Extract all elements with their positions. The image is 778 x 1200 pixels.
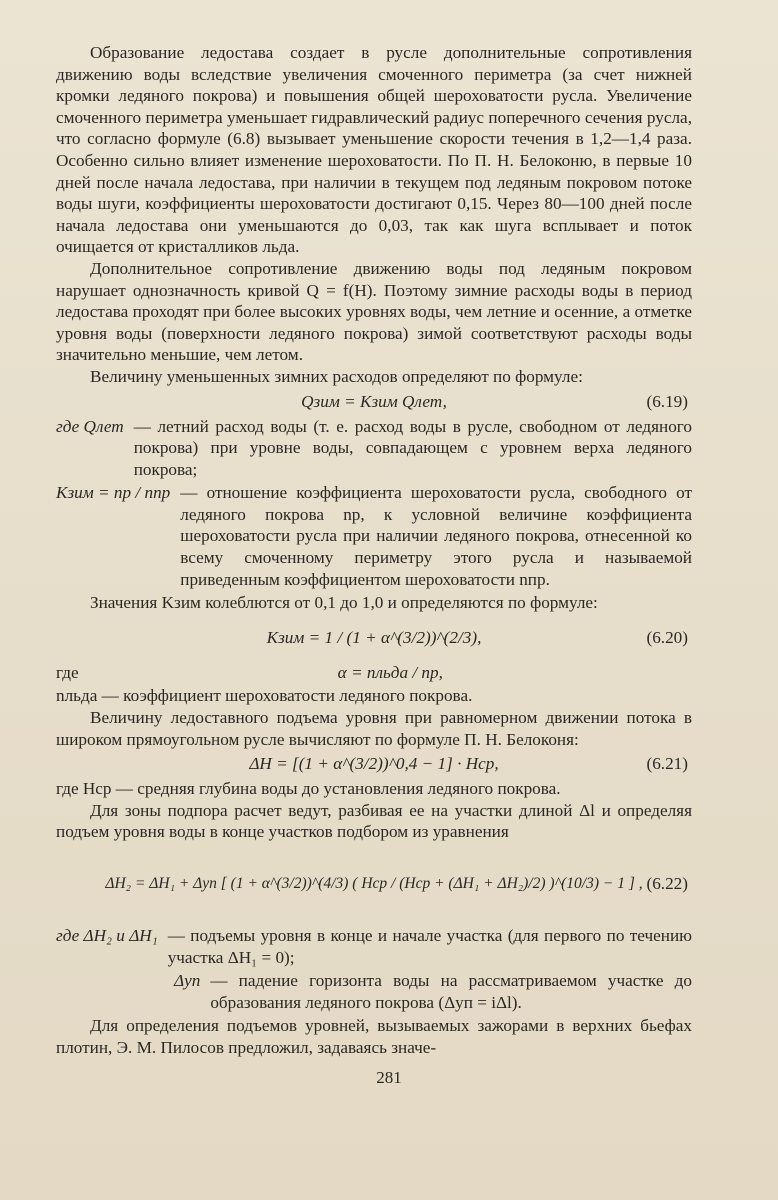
definition-q-summer-term: где Qлет (56, 416, 124, 436)
page-number: 281 (376, 1068, 402, 1087)
paragraph-discharge-curve: Дополнительное сопротивление движению воды под ледяным покровом нарушает однозначность кривой Q = f(H). Поэтому зимние расходы воды в период ледостава проходят при более высоких уровнях воды, чем летние и осенние, а отметке уровня воды (поверхности ледяного покрова) зимой соответствуют расходы воды значительно меньшие, чем летом. (56, 258, 692, 365)
formula-6-22 (56, 845, 692, 923)
definition-delta-h (56, 925, 692, 968)
definition-n-ice: nльда — коэффициент шероховатости ледяного покрова. (56, 686, 473, 706)
formula-6-22-number: (6.22) (646, 874, 688, 893)
formula-alpha: α = nльда / nр, (337, 662, 443, 682)
formula-6-21-number: (6.21) (646, 754, 688, 774)
formula-6-20-number: (6.20) (646, 627, 688, 647)
definition-h-mean: где Hср — средняя глубина воды до установления ледяного покрова. (56, 779, 561, 799)
formula-6-19 (56, 390, 692, 414)
definition-delta-y-term: Δyп (174, 971, 201, 991)
definition-k-winter (56, 482, 692, 590)
definition-k-winter-text: — отношение коэффициента шероховатости русла, свободного от ледяного покрова nр, к условной величине коэффициента шероховатости русла при наличии ледяного покрова, отнесенной ко всему смоченному периметру этого русла и называемой приведенным коэффициентом шероховатости nпр. (180, 483, 692, 589)
page-body (56, 42, 692, 1059)
definition-q-summer (56, 416, 692, 481)
paragraph-ice-resistance: Образование ледостава создает в русле дополнительные сопротивления движению воды вследствие увеличения смоченного периметра (за счет нижней кромки ледяного покрова) и повышения общей шероховатости русла. Увеличение смоченного периметра уменьшает гидравлический радиус поперечного сечения русла, что согласно формуле (6.8) вызывает уменьшение скорости течения в 1,2—1,4 раза. Особенно сильно влияет изменение шероховатости. По П. Н. Белоконю, в первые 10 дней после начала ледостава, при наличии в текущем под ледяным покровом потоке воды шуги, коэффициенты шероховатости достигают 0,15. Через 80—100 дней после начала ледостава они уменьшаются до 0,03, так как шуга всплывает и поток очищается от кристалликов льда. (56, 43, 692, 257)
where-label: где (56, 662, 79, 682)
formula-6-19-number: (6.19) (646, 391, 688, 411)
definition-delta-y (56, 970, 692, 1013)
definition-q-summer-text: — летний расход воды (т. е. расход воды в русле, свободном от ледяного покрова) при уровне воды, совпадающем с уровнем верха ледяного покрова; (133, 416, 692, 479)
formula-6-20 (56, 616, 692, 660)
formula-6-22-expression: ΔH₂ = ΔH₁ + Δyп [ (1 + α^(3/2))^(4/3) ( Hср / (Hср + (ΔH₁ + ΔH₂)/2) )^(10/3) − 1 ] , (105, 875, 643, 892)
definition-delta-h-term: где ΔH₂ и ΔH₁ (56, 926, 158, 945)
paragraph-backwater-zone: Для зоны подпора расчет ведут, разбивая ее на участки длиной Δl и определяя подъем уровня воды в конце участков подбором из уравнения (56, 800, 692, 842)
formula-6-20-expression: Kзим = 1 / (1 + α^(3/2))^(2/3), (266, 627, 482, 647)
paragraph-winter-discharge-intro: Величину уменьшенных зимних расходов определяют по формуле: (90, 366, 583, 386)
formula-6-19-expression: Qзим = Kзим Qлет, (301, 391, 447, 411)
formula-6-21 (56, 752, 692, 776)
definition-k-winter-term: Kзим = nр / nпр (56, 483, 171, 503)
paragraph-k-winter-range: Значения Kзим колеблются от 0,1 до 1,0 и определяются по формуле: (90, 593, 598, 613)
definition-delta-y-text: — падение горизонта воды на рассматриваемом участке до образования ледяного покрова (Δyп = iΔl). (210, 971, 692, 1012)
definition-delta-h-text: — подъемы уровня в конце и начале участка (для первого по течению участка ΔH₁ = 0); (167, 926, 692, 967)
paragraph-ice-rise-intro: Величину ледоставного подъема уровня при равномерном движении потока в широком прямоугольном русле вычисляют по формуле П. Н. Белоконя: (56, 708, 692, 749)
paragraph-ice-jams: Для определения подъемов уровней, вызываемых зажорами в верхних бьефах плотин, Э. М. Пилосов предложил, задаваясь значе- (56, 1016, 692, 1057)
formula-6-21-expression: ΔH = [(1 + α^(3/2))^0,4 − 1] · Hср, (249, 754, 499, 774)
definition-alpha (56, 662, 692, 684)
